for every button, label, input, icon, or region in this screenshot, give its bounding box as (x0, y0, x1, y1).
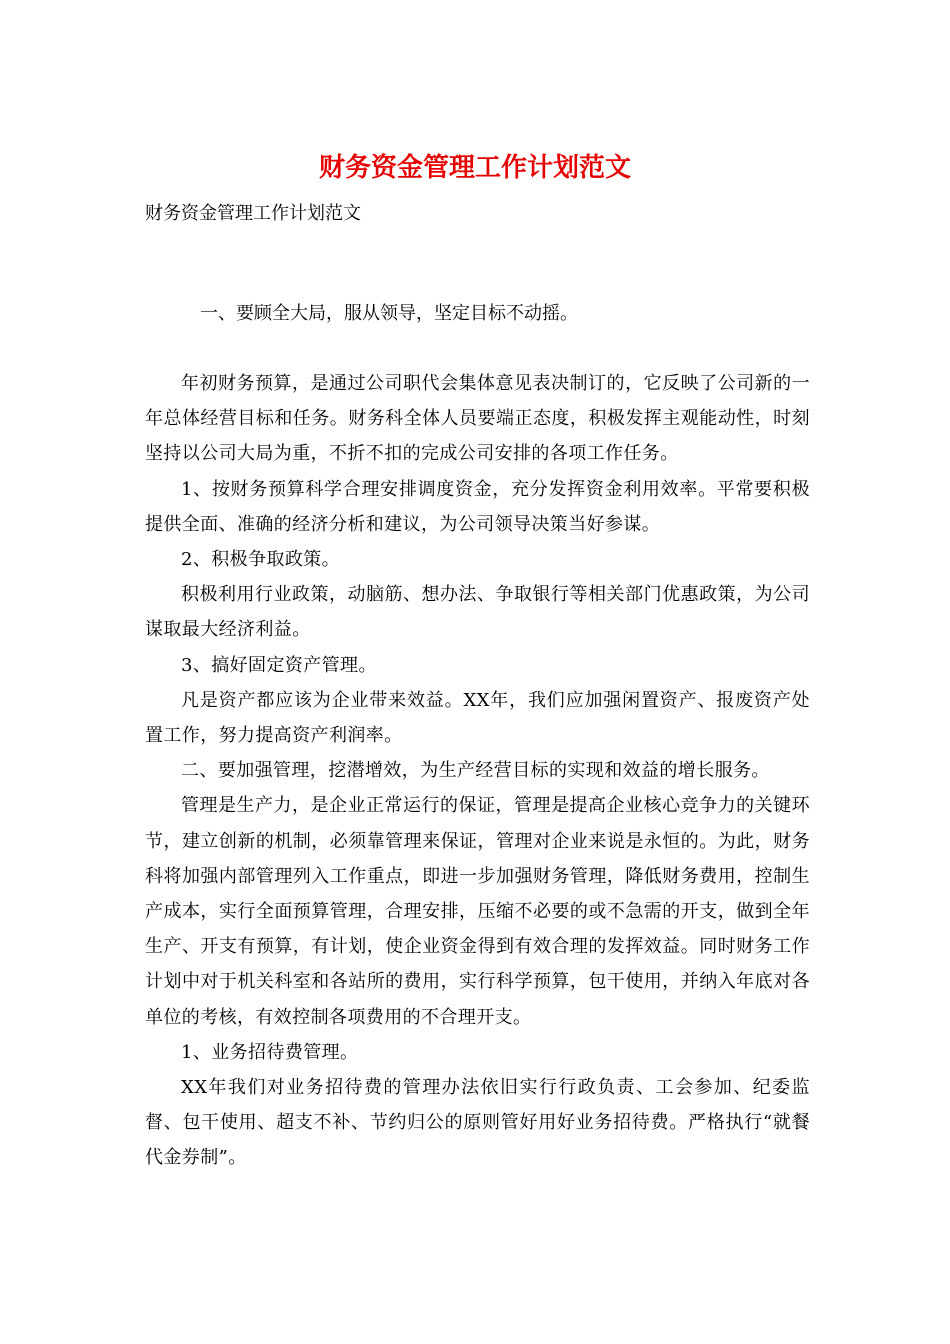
paragraph: 1、按财务预算科学合理安排调度资金，充分发挥资金利用效率。平常要积极提供全面、准确的经济分析和建议，为公司领导决策当好参谋。 (145, 478, 810, 535)
paragraph: 二、要加强管理，挖潜增效，为生产经营目标的实现和效益的增长服务。 (181, 760, 770, 782)
paragraph: 积极利用行业政策，动脑筋、想办法、争取银行等相关部门优惠政策，为公司谋取最大经济利益。 (145, 584, 810, 641)
section-heading: 一、要顾全大局，服从领导，坚定目标不动摇。 (200, 303, 578, 324)
paragraph: 2、积极争取政策。 (181, 549, 341, 571)
document-body (145, 366, 810, 1176)
paragraph: 3、搞好固定资产管理。 (181, 654, 377, 676)
document-subtitle: 财务资金管理工作计划范文 (145, 203, 361, 224)
paragraph: 管理是生产力，是企业正常运行的保证，管理是提高企业核心竞争力的关键环节，建立创新的机制，必须靠管理来保证，管理对企业来说是永恒的。为此，财务科将加强内部管理列入工作重点，即进一步加强财务管理，降低财务费用，控制生产成本，实行全面预算管理，合理安排，压缩不必要的或不急需的开支，做到全年生产、开支有预算，有计划，使企业资金得到有效合理的发挥效益。同时财务工作计划中对于机关科室和各站所的费用，实行科学预算，包干使用，并纳入年底对各单位的考核，有效控制各项费用的不合理开支。 (145, 795, 810, 1028)
paragraph: 1、业务招待费管理。 (181, 1041, 359, 1063)
document-title: 财务资金管理工作计划范文 (318, 153, 631, 183)
paragraph: 年初财务预算，是通过公司职代会集体意见表决制订的，它反映了公司新的一年总体经营目标和任务。财务科全体人员要端正态度，积极发挥主观能动性，时刻坚持以公司大局为重，不折不扣的完成公司安排的各项工作任务。 (145, 373, 810, 465)
paragraph: 凡是资产都应该为企业带来效益。XX年，我们应加强闲置资产、报废资产处置工作，努力提高资产利润率。 (145, 689, 810, 747)
paragraph: XX年我们对业务招待费的管理办法依旧实行行政负责、工会参加、纪委监督、包干使用、超支不补、节约归公的原则管好用好业务招待费。严格执行“就餐代金券制”。 (145, 1077, 810, 1169)
